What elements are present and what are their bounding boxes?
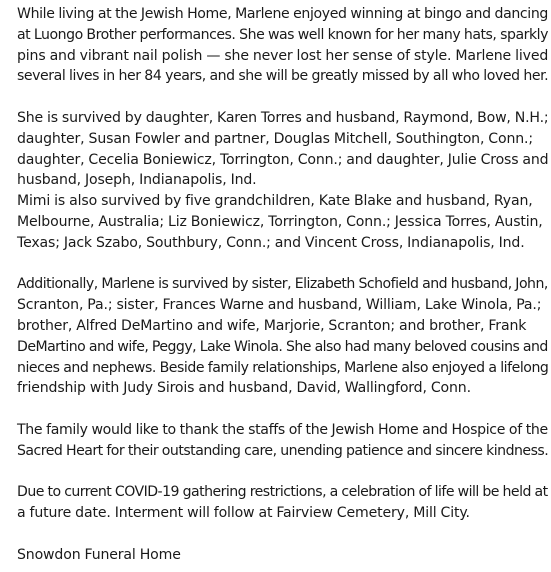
paragraph-covid bbox=[17, 482, 547, 524]
paragraph-spacer bbox=[17, 254, 547, 275]
paragraph-thanks bbox=[17, 420, 547, 462]
text-line: pins and vibrant nail polish — she never lost her sense of style. Marlene lived bbox=[17, 47, 549, 64]
text-line: Additionally, Marlene is survived by sister, Elizabeth Schofield and husband, John, bbox=[17, 276, 548, 293]
paragraph-spacer bbox=[17, 399, 547, 420]
paragraph-spacer bbox=[17, 462, 547, 483]
paragraph-daughters bbox=[17, 108, 547, 191]
text-line: Scranton, Pa.; sister, Frances Warne and husband, William, Lake Winola, Pa.; bbox=[17, 297, 542, 314]
text-line: friendship with Judy Sirois and husband, David, Wallingford, Conn. bbox=[17, 380, 471, 397]
text-line: nieces and nephews. Beside family relationships, Marlene also enjoyed a lifelong bbox=[17, 359, 549, 376]
text-line: Texas; Jack Szabo, Southbury, Conn.; and Vincent Cross, Indianapolis, Ind. bbox=[17, 234, 525, 251]
text-line: Due to current COVID-19 gathering restrictions, a celebration of life will be held at bbox=[17, 484, 548, 501]
paragraph-spacer bbox=[17, 524, 547, 545]
text-line: DeMartino and wife, Peggy, Lake Winola. She also had many beloved cousins and bbox=[17, 338, 548, 355]
text-line: Melbourne, Australia; Liz Boniewicz, Torrington, Conn.; Jessica Torres, Austin, bbox=[17, 213, 543, 230]
text-line: several lives in her 84 years, and she will be greatly missed by all who loved her. bbox=[17, 68, 549, 85]
text-line: While living at the Jewish Home, Marlene enjoyed winning at bingo and dancing bbox=[17, 6, 548, 22]
paragraph-bingo bbox=[17, 4, 547, 87]
text-line: at Luongo Brother performances. She was well known for her many hats, sparkly bbox=[17, 26, 548, 43]
paragraph-siblings bbox=[17, 274, 547, 399]
text-line: The family would like to thank the staffs of the Jewish Home and Hospice of the bbox=[17, 421, 548, 438]
text-line: husband, Joseph, Indianapolis, Ind. bbox=[17, 172, 257, 189]
obituary-document bbox=[17, 4, 547, 566]
text-line: daughter, Susan Fowler and partner, Douglas Mitchell, Southington, Conn.; bbox=[17, 130, 533, 147]
paragraph-grandchildren bbox=[17, 191, 547, 253]
funeral-home-name: Snowdon Funeral Home bbox=[17, 546, 181, 563]
paragraph-spacer bbox=[17, 87, 547, 108]
text-line: daughter, Cecelia Boniewicz, Torrington, Conn.; and daughter, Julie Cross and bbox=[17, 151, 549, 168]
text-line: She is survived by daughter, Karen Torres and husband, Raymond, Bow, N.H.; bbox=[17, 109, 549, 126]
text-line: Mimi is also survived by five grandchildren, Kate Blake and husband, Ryan, bbox=[17, 193, 533, 210]
text-line: Sacred Heart for their outstanding care, unending patience and sincere kindness. bbox=[17, 442, 549, 459]
text-line: a future date. Interment will follow at Fairview Cemetery, Mill City. bbox=[17, 505, 470, 522]
text-line: brother, Alfred DeMartino and wife, Marjorie, Scranton; and brother, Frank bbox=[17, 317, 527, 334]
paragraph-funeral-home bbox=[17, 545, 547, 566]
